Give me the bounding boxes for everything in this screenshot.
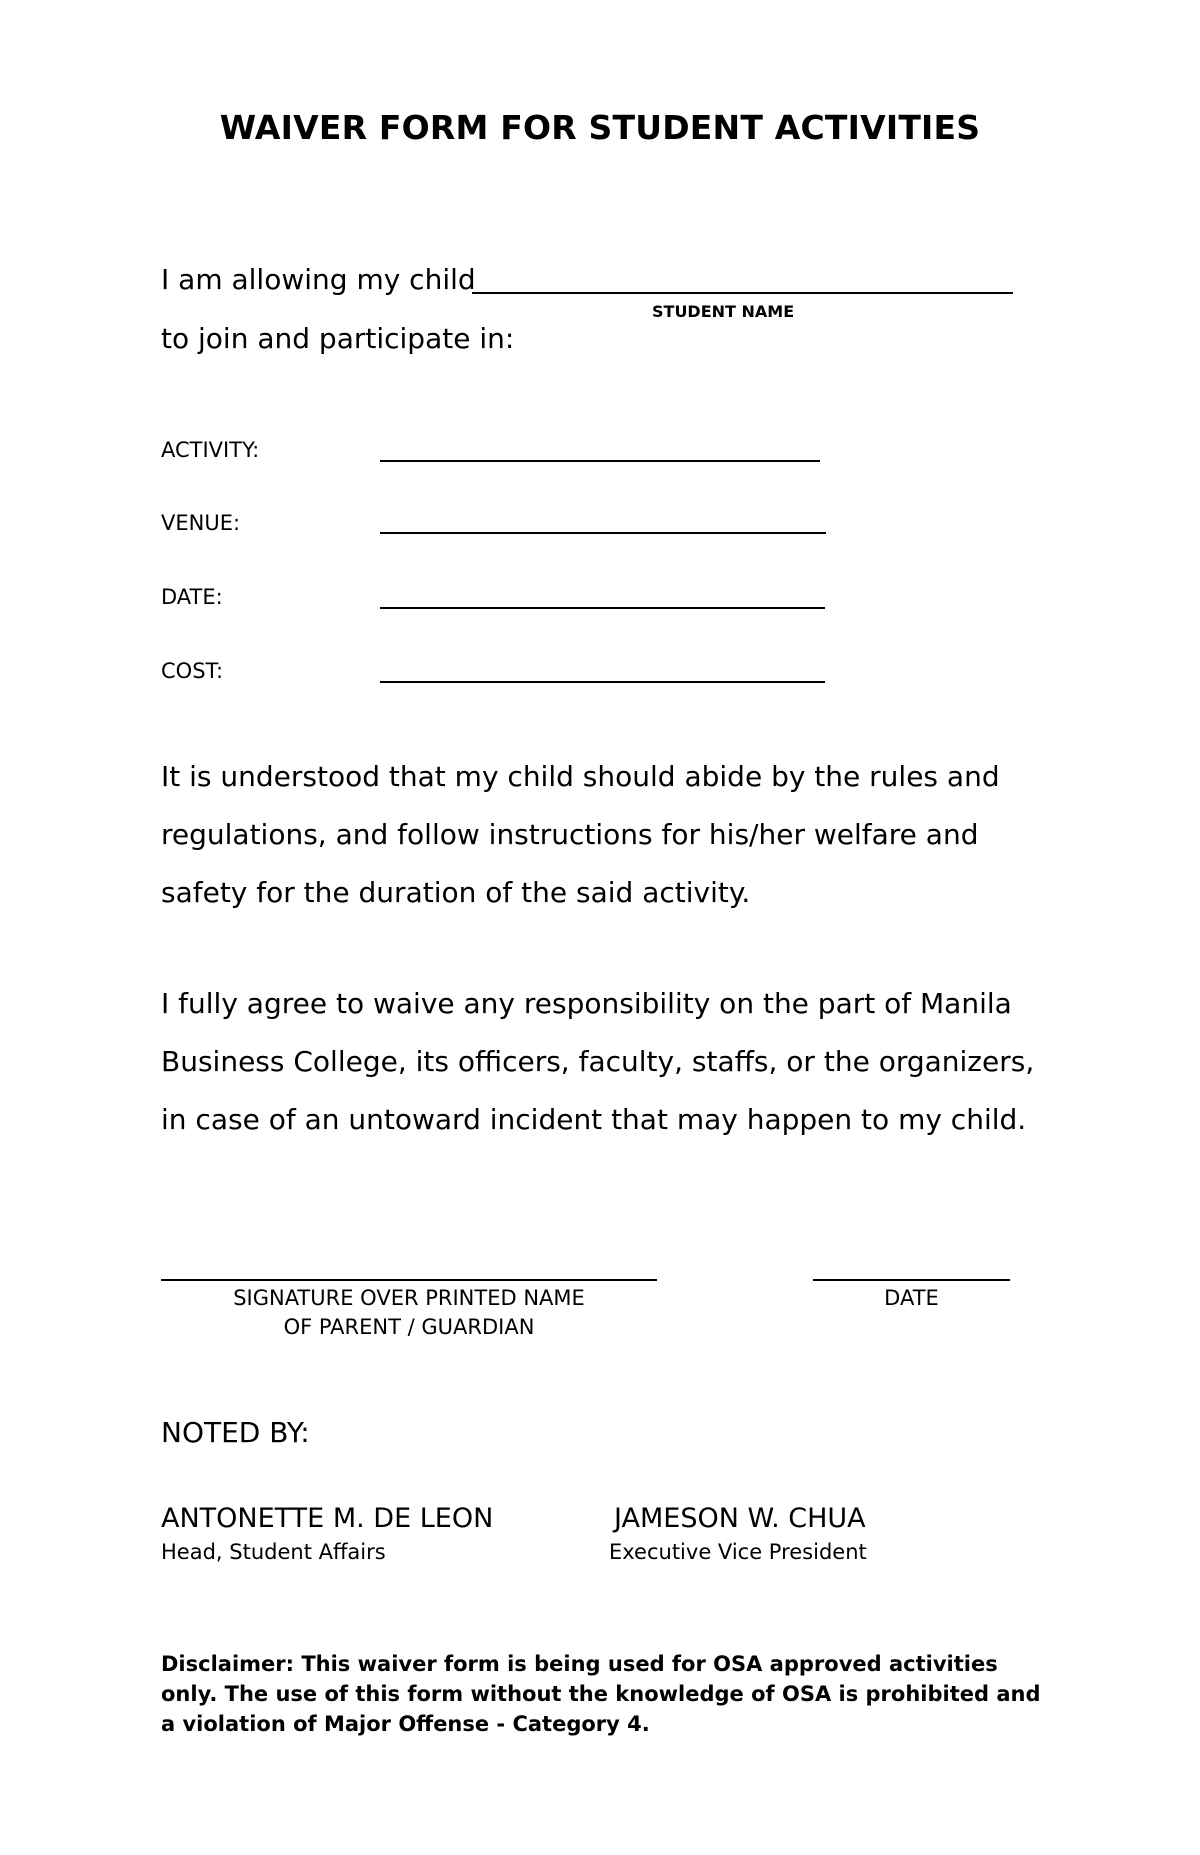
student-name-caption: STUDENT NAME (652, 302, 795, 321)
page-title: WAIVER FORM FOR STUDENT ACTIVITIES (219, 108, 981, 147)
noted-person1-role: Head, Student Affairs (161, 1540, 386, 1564)
signature-caption-line1: SIGNATURE OVER PRINTED NAME (233, 1286, 585, 1310)
noted-person1-name: ANTONETTE M. DE LEON (161, 1503, 494, 1534)
noted-by-label: NOTED BY: (161, 1416, 310, 1449)
venue-line[interactable] (380, 532, 826, 534)
parent-signature-line[interactable] (161, 1279, 657, 1281)
student-name-line[interactable] (472, 292, 1013, 294)
date-label: DATE: (161, 585, 223, 609)
disclaimer-text: Disclaimer: This waiver form is being used for OSA approved activities only. The use of this form without the knowledge of OSA is prohibited and a violation of Major Offense - Category 4. (161, 1652, 1041, 1736)
signature-caption-line2: OF PARENT / GUARDIAN (283, 1315, 535, 1339)
date-line[interactable] (380, 607, 825, 609)
noted-person2-role: Executive Vice President (609, 1540, 867, 1564)
venue-label: VENUE: (161, 511, 241, 535)
signature-caption (161, 1284, 657, 1342)
noted-person2-name: JAMESON W. CHUA (614, 1503, 866, 1534)
signature-date-caption: DATE (884, 1286, 939, 1310)
cost-line[interactable] (380, 681, 825, 683)
activity-label: ACTIVITY: (161, 438, 260, 462)
signature-date-line[interactable] (813, 1279, 1010, 1281)
cost-label: COST: (161, 659, 224, 683)
activity-line[interactable] (380, 460, 820, 462)
allowing-text: I am allowing my child (161, 263, 476, 296)
understanding-paragraph: It is understood that my child should abide by the rules and regulations, and follow instructions for his/her welfare and safety for the duration of the said activity. (161, 760, 1000, 909)
waiver-paragraph: I fully agree to waive any responsibility on the part of Manila Business College, its officers, faculty, staffs, or the organizers, in case of an untoward incident that may happen to my child. (161, 987, 1035, 1136)
join-text: to join and participate in: (161, 322, 515, 355)
